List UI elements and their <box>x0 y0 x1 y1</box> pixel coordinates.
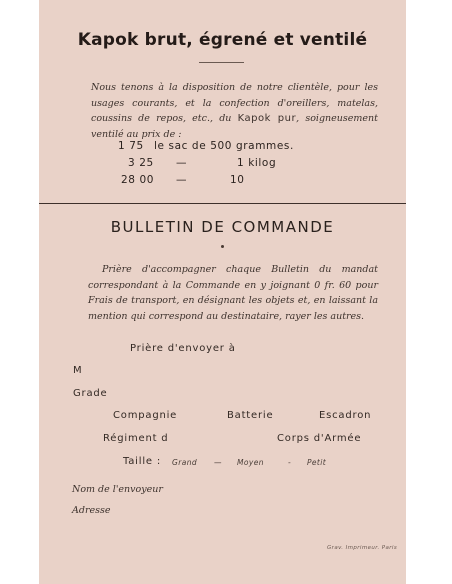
size-grand: Grand <box>172 458 198 467</box>
size-dash-1: — <box>214 458 222 467</box>
request-label: Prière d'envoyer à <box>130 343 236 354</box>
size-moyen: Moyen <box>237 458 264 467</box>
bulletin-ornament <box>221 245 224 248</box>
compagnie-label: Compagnie <box>113 410 178 421</box>
title-ornament <box>199 62 244 63</box>
intro-text-end: , soigneusement ventilé au prix de : <box>91 113 378 140</box>
escadron-label: Escadron <box>319 410 372 421</box>
corps-label: Corps d'Armée <box>277 433 362 444</box>
regiment-label: Régiment d <box>103 433 169 444</box>
price-1-quantity: le sac de 500 grammes. <box>154 140 294 152</box>
price-2-quantity: 1 kilog <box>237 157 277 169</box>
document-sheet <box>39 0 406 584</box>
size-petit: Petit <box>307 458 327 467</box>
page-title: Kapok brut, égrené et ventilé <box>77 30 368 50</box>
price-3-dash: — <box>176 174 188 186</box>
printer-mark: Grav. Imprimeur. Paris <box>327 545 398 551</box>
price-1: 1 75 <box>118 140 144 152</box>
price-3: 28 00 <box>121 174 155 186</box>
price-2-dash: — <box>176 157 188 169</box>
price-3-quantity: 10 <box>230 174 245 186</box>
intro-kapok: Kapok pur <box>237 113 297 124</box>
m-label: M <box>73 365 83 376</box>
size-dash-2: - <box>288 458 292 467</box>
grade-label: Grade <box>73 388 108 399</box>
price-2: 3 25 <box>128 157 154 169</box>
bulletin-instructions: Prière d'accompagner chaque Bulletin du mandat correspondant à la Commande en y joignant 0 fr. 60 pour Frais de transport, en désignant les objets et, en laissant la mention qui correspond au destinataire, rayer les autres. <box>88 264 378 322</box>
batterie-label: Batterie <box>227 410 274 421</box>
intro-paragraph <box>91 80 378 142</box>
taille-label: Taille : <box>123 456 162 467</box>
sender-label: Nom de l'envoyeur <box>72 484 163 495</box>
bulletin-title: BULLETIN DE COMMANDE <box>110 218 335 236</box>
address-label: Adresse <box>72 505 111 516</box>
intro-text: Nous tenons à la disposition de notre clientèle, pour les usages courants, et la confection d'oreillers, matelas, coussins de repos, etc., du <box>91 82 378 124</box>
section-divider <box>39 203 406 204</box>
